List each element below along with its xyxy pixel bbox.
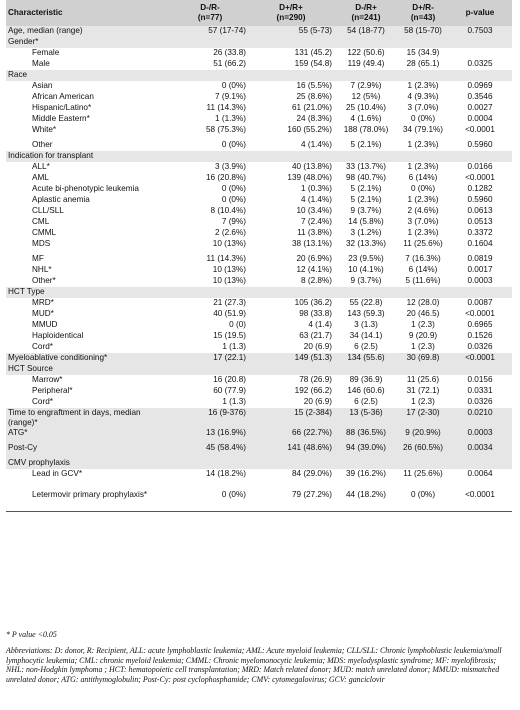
row-label: MMUD: [32, 320, 58, 329]
cell-dneg-rneg: 57 (17-74): [172, 26, 248, 37]
cell-dpos-rpos: 12 (4.1%): [296, 265, 332, 274]
cell-dpos-rpos: 38 (13.1%): [291, 239, 332, 248]
cell-dneg-rneg: 14 (18.2%): [205, 469, 246, 478]
row-label: AML: [32, 173, 49, 182]
section-header-row: [6, 287, 512, 298]
row-label: Post-Cy: [6, 443, 172, 458]
cell-dpos-rneg: 1 (2.3): [411, 397, 435, 406]
cell-dneg-rneg: 40 (51.9): [213, 309, 246, 318]
cell-dneg-rneg: 16 (20.8): [213, 375, 246, 384]
cell-pvalue: 0.0064: [467, 469, 493, 478]
abbreviations-note: Abbreviations: D: donor, R: Recipient, ALL: acute lymphoblastic leukemia; AML: Acute myeloid leukemia; CLL/SLL: Chronic lymphoblastic leukemia/small lymphocytic leukemia; CML: chronic myeloid leukemia; CMML: Chronic myelomonocytic leukemia; MDS: myelodysplastic syndrome; MF: myelofibrosis; NHL: non-Hodgkin lymphoma ; HCT: hematopoietic cell transplantation; MRD: Match related donor; MUD: match unrelated donor; MMUD: mismatched unrelated donor; ATG: antithymoglobulin; Post-Cy: post cyclophosphamide; CMV: cytomegalovirus; GCV: ganciclovir: [6, 645, 502, 685]
cell-dpos-rneg: 28 (65.1): [406, 59, 440, 68]
cell-dpos-rpos: 20 (6.9): [303, 342, 332, 351]
table-row: [6, 276, 512, 287]
cell-dneg-rneg: 10 (13%): [212, 276, 246, 285]
cell-dneg-rneg: 11 (14.3%): [206, 254, 246, 263]
table-row: [6, 254, 512, 265]
cell-dneg-rpos: 32 (13.3%): [345, 239, 387, 248]
section-header-row: [6, 37, 512, 48]
cell-dneg-rpos: 14 (5.8%): [348, 217, 384, 226]
cell-dneg-rneg: 0 (0%): [221, 81, 246, 90]
cell-pvalue: 0.5960: [467, 195, 493, 204]
cell-dpos-rpos: 4 (1.4%): [301, 195, 332, 204]
cell-dpos-rneg: 20 (46.5): [406, 309, 440, 318]
cell-pvalue: 0.0087: [467, 298, 493, 307]
cell-dpos-rneg: 12 (28.0): [406, 298, 440, 307]
cell-dneg-rneg: 17 (22.1): [172, 353, 248, 364]
table-row: [6, 353, 512, 364]
cell-dpos-rneg: 1 (2.3%): [407, 140, 439, 149]
section-label: CMV prophylaxis: [6, 458, 512, 469]
row-label: Marrow*: [32, 375, 63, 384]
pvalue-note: * P value <0.05: [6, 630, 57, 639]
cell-dpos-rneg: 1 (2.3%): [407, 162, 439, 171]
table-row: [6, 81, 512, 92]
cell-dneg-rpos: 12 (5%): [351, 92, 381, 101]
cell-dneg-rpos: 5 (2.1%): [350, 184, 382, 193]
row-label: ALL*: [32, 162, 50, 171]
row-label: Myeloablative conditioning*: [6, 353, 172, 364]
cell-dpos-rpos: 192 (66.2): [294, 386, 332, 395]
cell-pvalue: 0.0003: [467, 276, 493, 285]
cell-dpos-rpos: 15 (2-384): [248, 408, 334, 428]
table-row: [6, 125, 512, 140]
cell-pvalue: 0.0004: [467, 114, 493, 123]
cell-dneg-rneg: 51 (66.2): [213, 59, 246, 68]
cell-dneg-rpos: 6 (2.5): [354, 342, 378, 351]
cell-dneg-rpos: 146 (60.6): [347, 386, 385, 395]
cell-pvalue: 0.0331: [467, 386, 493, 395]
cell-dpos-rneg: 0 (0%): [410, 184, 436, 193]
row-label: African American: [32, 92, 94, 101]
cell-dneg-rneg: 0 (0%): [221, 195, 246, 204]
table-row: [6, 386, 512, 397]
cell-dpos-rneg: 1 (2.3): [411, 342, 435, 351]
cell-dneg-rneg: 0 (0): [229, 320, 246, 329]
section-label: HCT Type: [6, 287, 512, 298]
cell-pvalue: 0.0027: [467, 103, 493, 112]
cell-pvalue: 0.0156: [467, 375, 493, 384]
row-label: Cord*: [32, 397, 53, 406]
row-label: Hispanic/Latino*: [32, 103, 92, 112]
cell-dneg-rpos: 34 (14.1): [349, 331, 383, 340]
cell-dneg-rpos: 134 (55.6): [334, 353, 398, 364]
cell-dpos-rneg: 0 (0%): [410, 114, 436, 123]
table-row: [6, 162, 512, 173]
row-label: Letermovir primary prophylaxis*: [6, 490, 172, 512]
cell-dneg-rneg: 13 (16.9%): [172, 428, 248, 443]
cell-pvalue: <0.0001: [448, 490, 512, 512]
table-row: [6, 331, 512, 342]
cell-dneg-rneg: 2 (2.6%): [215, 228, 246, 237]
cell-dpos-rpos: 1 (0.3%): [301, 184, 332, 193]
table-row: [6, 469, 512, 490]
cell-pvalue: 0.1526: [467, 331, 493, 340]
cell-dpos-rpos: 63 (21.7): [299, 331, 332, 340]
row-label: Cord*: [32, 342, 53, 351]
table-row: [6, 184, 512, 195]
section-header-row: [6, 70, 512, 81]
cell-dpos-rpos: 4 (1.4): [308, 320, 332, 329]
table-row: [6, 408, 512, 428]
row-label: Asian: [32, 81, 53, 90]
cell-dneg-rpos: 39 (16.2%): [345, 469, 387, 478]
section-header-row: [6, 458, 512, 469]
cell-dpos-rpos: 7 (2.4%): [301, 217, 332, 226]
cell-dneg-rneg: 8 (10.4%): [210, 206, 246, 215]
cell-dpos-rpos: 139 (48.0%): [287, 173, 332, 182]
cell-dneg-rpos: 44 (18.2%): [334, 490, 398, 512]
cell-dpos-rneg: 34 (79.1%): [402, 125, 444, 134]
table-row: [6, 428, 512, 443]
row-label: Female: [32, 48, 60, 57]
row-label: Peripheral*: [32, 386, 73, 395]
cell-dpos-rneg: 6 (14%): [408, 265, 438, 274]
cell-pvalue: <0.0001: [465, 173, 495, 182]
cell-pvalue: [448, 48, 512, 59]
cell-pvalue: 0.0969: [467, 81, 493, 90]
cell-dneg-rpos: 122 (50.6): [347, 48, 385, 57]
cell-dpos-rneg: 11 (25.6): [406, 375, 440, 384]
row-label: Haploidentical: [32, 331, 84, 340]
cell-dneg-rpos: 54 (18-77): [334, 26, 398, 37]
table-body: [6, 26, 512, 512]
row-label: Lead in GCV*: [32, 469, 83, 478]
row-label: Other: [32, 140, 53, 149]
row-label: NHL*: [32, 265, 52, 274]
cell-pvalue: <0.0001: [465, 309, 495, 318]
cell-dneg-rneg: 1 (1.3): [222, 397, 246, 406]
cell-dneg-rpos: 9 (3.7%): [350, 276, 382, 285]
header-pvalue: p-value: [465, 8, 495, 17]
data-table: [6, 0, 512, 512]
header-dneg-rpos: D-/R+ (n=241): [351, 3, 381, 22]
cell-pvalue: 0.0034: [448, 443, 512, 458]
cell-dneg-rneg: 60 (77.9): [213, 386, 246, 395]
table-row: [6, 490, 512, 512]
table-row: [6, 320, 512, 331]
cell-dneg-rpos: 188 (78.0%): [343, 125, 389, 134]
table-row: [6, 140, 512, 151]
cell-pvalue: 0.3372: [467, 228, 493, 237]
cell-dpos-rneg: 2 (4.6%): [407, 206, 439, 215]
cell-dpos-rpos: 159 (54.8): [294, 59, 332, 68]
cell-dneg-rpos: 10 (4.1%): [348, 265, 384, 274]
table-row: [6, 443, 512, 458]
cell-dpos-rneg: 0 (0%): [398, 490, 448, 512]
row-label: ATG*: [6, 428, 172, 443]
cell-dpos-rpos: 79 (27.2%): [248, 490, 334, 512]
cell-dpos-rpos: 160 (55.2%): [287, 125, 332, 134]
table-row: [6, 114, 512, 125]
cell-dpos-rneg: 15 (34.9): [406, 48, 440, 57]
cell-dneg-rpos: 88 (36.5%): [334, 428, 398, 443]
cell-dpos-rpos: 149 (51.3): [248, 353, 334, 364]
table-row: [6, 298, 512, 309]
table-row: [6, 92, 512, 103]
cell-pvalue: 0.0326: [467, 342, 493, 351]
cell-dpos-rpos: 84 (29.0%): [291, 469, 332, 478]
cell-dpos-rneg: 6 (14%): [408, 173, 438, 182]
cell-dneg-rneg: 16 (9-376): [172, 408, 248, 428]
header-dpos-rneg: D+/R- (n=43): [410, 3, 436, 22]
cell-pvalue: 0.0613: [467, 206, 493, 215]
cell-dpos-rneg: 9 (20.9%): [398, 428, 448, 443]
section-header-row: [6, 364, 512, 375]
row-label: Other*: [32, 276, 56, 285]
cell-dpos-rpos: 40 (13.8%): [291, 162, 332, 171]
cell-dpos-rpos: 4 (1.4%): [301, 140, 332, 149]
cell-dpos-rpos: 20 (6.9): [303, 397, 332, 406]
section-label: Race: [6, 70, 512, 81]
cell-dpos-rpos: 105 (36.2): [294, 298, 332, 307]
cell-pvalue: 0.3546: [467, 92, 493, 101]
row-label: MF: [32, 254, 44, 263]
cell-pvalue: 0.6965: [467, 320, 493, 329]
cell-dpos-rneg: 4 (9.3%): [407, 92, 439, 101]
cell-dneg-rneg: 7 (9%): [221, 217, 246, 226]
cell-dneg-rpos: 5 (2.1%): [350, 140, 382, 149]
cell-dneg-rneg: 15 (19.5): [213, 331, 246, 340]
cell-pvalue: 0.0210: [448, 408, 512, 428]
row-label: CML: [32, 217, 50, 226]
cell-dneg-rpos: 94 (39.0%): [334, 443, 398, 458]
cell-dpos-rneg: 58 (15-70): [398, 26, 448, 37]
cell-dpos-rpos: 98 (33.8): [299, 309, 332, 318]
cell-dpos-rpos: 55 (5-73): [248, 26, 334, 37]
cell-dneg-rneg: 26 (33.8): [213, 48, 246, 57]
cell-dpos-rpos: 8 (2.8%): [301, 276, 332, 285]
table-row: [6, 173, 512, 184]
cell-dneg-rneg: 0 (0%): [172, 490, 248, 512]
table-row: [6, 103, 512, 114]
table-row: [6, 342, 512, 353]
cell-dpos-rneg: 1 (2.3): [411, 320, 435, 329]
cell-dpos-rneg: 1 (2.3%): [407, 228, 439, 237]
header-dneg-rneg: D-/R- (n=77): [197, 3, 223, 22]
cell-dneg-rpos: 6 (2.5): [354, 397, 378, 406]
cell-dpos-rpos: 10 (3.4%): [296, 206, 332, 215]
cell-dpos-rpos: 16 (5.5%): [296, 81, 332, 90]
cell-dpos-rneg: 17 (2-30): [398, 408, 448, 428]
row-label: Male: [32, 59, 50, 68]
cell-pvalue: 0.1604: [467, 239, 493, 248]
row-label: White*: [32, 125, 57, 134]
cell-dneg-rpos: 33 (13.7%): [345, 162, 387, 171]
header-dpos-rpos: D+/R+ (n=290): [276, 3, 306, 22]
cell-dneg-rpos: 89 (36.9): [349, 375, 383, 384]
cell-dneg-rpos: 55 (22.8): [349, 298, 383, 307]
cell-dneg-rneg: 58 (75.3%): [205, 125, 246, 134]
row-label: Time to engraftment in days, median (range)*: [6, 408, 172, 428]
table-header: [6, 0, 512, 26]
cell-pvalue: 0.0326: [467, 397, 493, 406]
cell-dpos-rneg: 26 (60.5%): [398, 443, 448, 458]
section-label: Gender*: [6, 37, 512, 48]
cell-dneg-rpos: 4 (1.6%): [350, 114, 382, 123]
section-label: HCT Source: [6, 364, 512, 375]
row-label: CMML: [32, 228, 57, 237]
table-row: [6, 375, 512, 386]
table-row: [6, 26, 512, 37]
cell-dpos-rpos: 11 (3.8%): [297, 228, 332, 237]
cell-dneg-rneg: 10 (13%): [212, 265, 246, 274]
cell-dpos-rneg: 7 (16.3%): [405, 254, 441, 263]
cell-dpos-rneg: 1 (2.3%): [407, 195, 439, 204]
cell-dneg-rpos: 23 (9.5%): [348, 254, 384, 263]
section-label: Indication for transplant: [6, 151, 512, 162]
table-row: [6, 228, 512, 239]
cell-pvalue: <0.0001: [448, 353, 512, 364]
cell-dneg-rpos: 3 (1.3): [354, 320, 378, 329]
cell-dpos-rneg: 3 (7.0%): [407, 103, 439, 112]
cell-dneg-rneg: 0 (0%): [221, 140, 246, 149]
cell-pvalue: 0.0819: [467, 254, 493, 263]
row-label: MRD*: [32, 298, 54, 307]
cell-dneg-rneg: 45 (58.4%): [172, 443, 248, 458]
row-label: MUD*: [32, 309, 54, 318]
cell-dpos-rneg: 30 (69.8): [398, 353, 448, 364]
cell-dpos-rpos: 78 (26.9): [299, 375, 332, 384]
cell-dneg-rpos: 98 (40.7%): [345, 173, 387, 182]
cell-dneg-rpos: 3 (1.2%): [350, 228, 382, 237]
table-footnote: [6, 630, 512, 685]
row-label: Age, median (range): [6, 26, 172, 37]
cell-dneg-rneg: 1 (1.3): [222, 342, 246, 351]
table-row: [6, 309, 512, 320]
cell-pvalue: 0.1282: [467, 184, 493, 193]
table-row: [6, 397, 512, 408]
cell-dpos-rpos: 20 (6.9%): [296, 254, 332, 263]
cell-dneg-rneg: 1 (1.3%): [215, 114, 246, 123]
cell-dpos-rneg: 31 (72.1): [406, 386, 440, 395]
cell-pvalue: 0.5960: [467, 140, 493, 149]
cell-dneg-rpos: 25 (10.4%): [345, 103, 387, 112]
table-row: [6, 239, 512, 254]
row-label: MDS: [32, 239, 51, 248]
cell-dneg-rneg: 16 (20.8%): [205, 173, 246, 182]
cell-dpos-rpos: 66 (22.7%): [248, 428, 334, 443]
cell-dneg-rpos: 143 (59.3): [347, 309, 385, 318]
cell-pvalue: 0.0003: [448, 428, 512, 443]
cell-dpos-rneg: 11 (25.6%): [403, 239, 443, 248]
cell-dneg-rpos: 119 (49.4): [347, 59, 385, 68]
table-row: [6, 265, 512, 276]
cell-dneg-rpos: 7 (2.9%): [350, 81, 382, 90]
cell-pvalue: 0.0513: [467, 217, 493, 226]
cell-dpos-rpos: 61 (21.0%): [291, 103, 332, 112]
cell-dpos-rneg: 11 (25.6%): [403, 469, 443, 478]
cell-dpos-rneg: 3 (7.0%): [407, 217, 439, 226]
cell-pvalue: 0.0325: [467, 59, 493, 68]
row-label: Acute bi-phenotypic leukemia: [32, 184, 139, 193]
cell-dneg-rneg: 21 (27.3): [213, 298, 246, 307]
cell-dneg-rneg: 3 (3.9%): [215, 162, 246, 171]
cell-dpos-rpos: 141 (48.6%): [248, 443, 334, 458]
header-characteristic: Characteristic: [8, 8, 63, 17]
table-row: [6, 217, 512, 228]
cell-dpos-rpos: 24 (8.3%): [296, 114, 332, 123]
table-row: [6, 48, 512, 59]
table-row: [6, 195, 512, 206]
cell-pvalue: 0.7503: [448, 26, 512, 37]
characteristics-table: [6, 0, 512, 512]
cell-dneg-rneg: 11 (14.3%): [206, 103, 246, 112]
cell-pvalue: 0.0166: [467, 162, 493, 171]
cell-dpos-rneg: 5 (11.6%): [405, 276, 441, 285]
cell-dneg-rneg: 10 (13%): [212, 239, 246, 248]
cell-dneg-rpos: 9 (3.7%): [350, 206, 382, 215]
cell-dneg-rneg: 0 (0%): [221, 184, 246, 193]
cell-dpos-rneg: 1 (2.3%): [407, 81, 439, 90]
row-label: Middle Eastern*: [32, 114, 90, 123]
cell-dneg-rpos: 13 (5-36): [334, 408, 398, 428]
row-label: CLL/SLL: [32, 206, 64, 215]
table-row: [6, 59, 512, 70]
row-label: Aplastic anemia: [32, 195, 90, 204]
cell-pvalue: 0.0017: [467, 265, 493, 274]
cell-dpos-rpos: 25 (8.6%): [296, 92, 332, 101]
cell-dneg-rpos: 5 (2.1%): [350, 195, 382, 204]
cell-dneg-rneg: 7 (9.1%): [215, 92, 246, 101]
cell-dpos-rpos: 131 (45.2): [294, 48, 332, 57]
section-header-row: [6, 151, 512, 162]
cell-dpos-rneg: 9 (20.9): [408, 331, 438, 340]
table-row: [6, 206, 512, 217]
cell-pvalue: <0.0001: [465, 125, 495, 134]
